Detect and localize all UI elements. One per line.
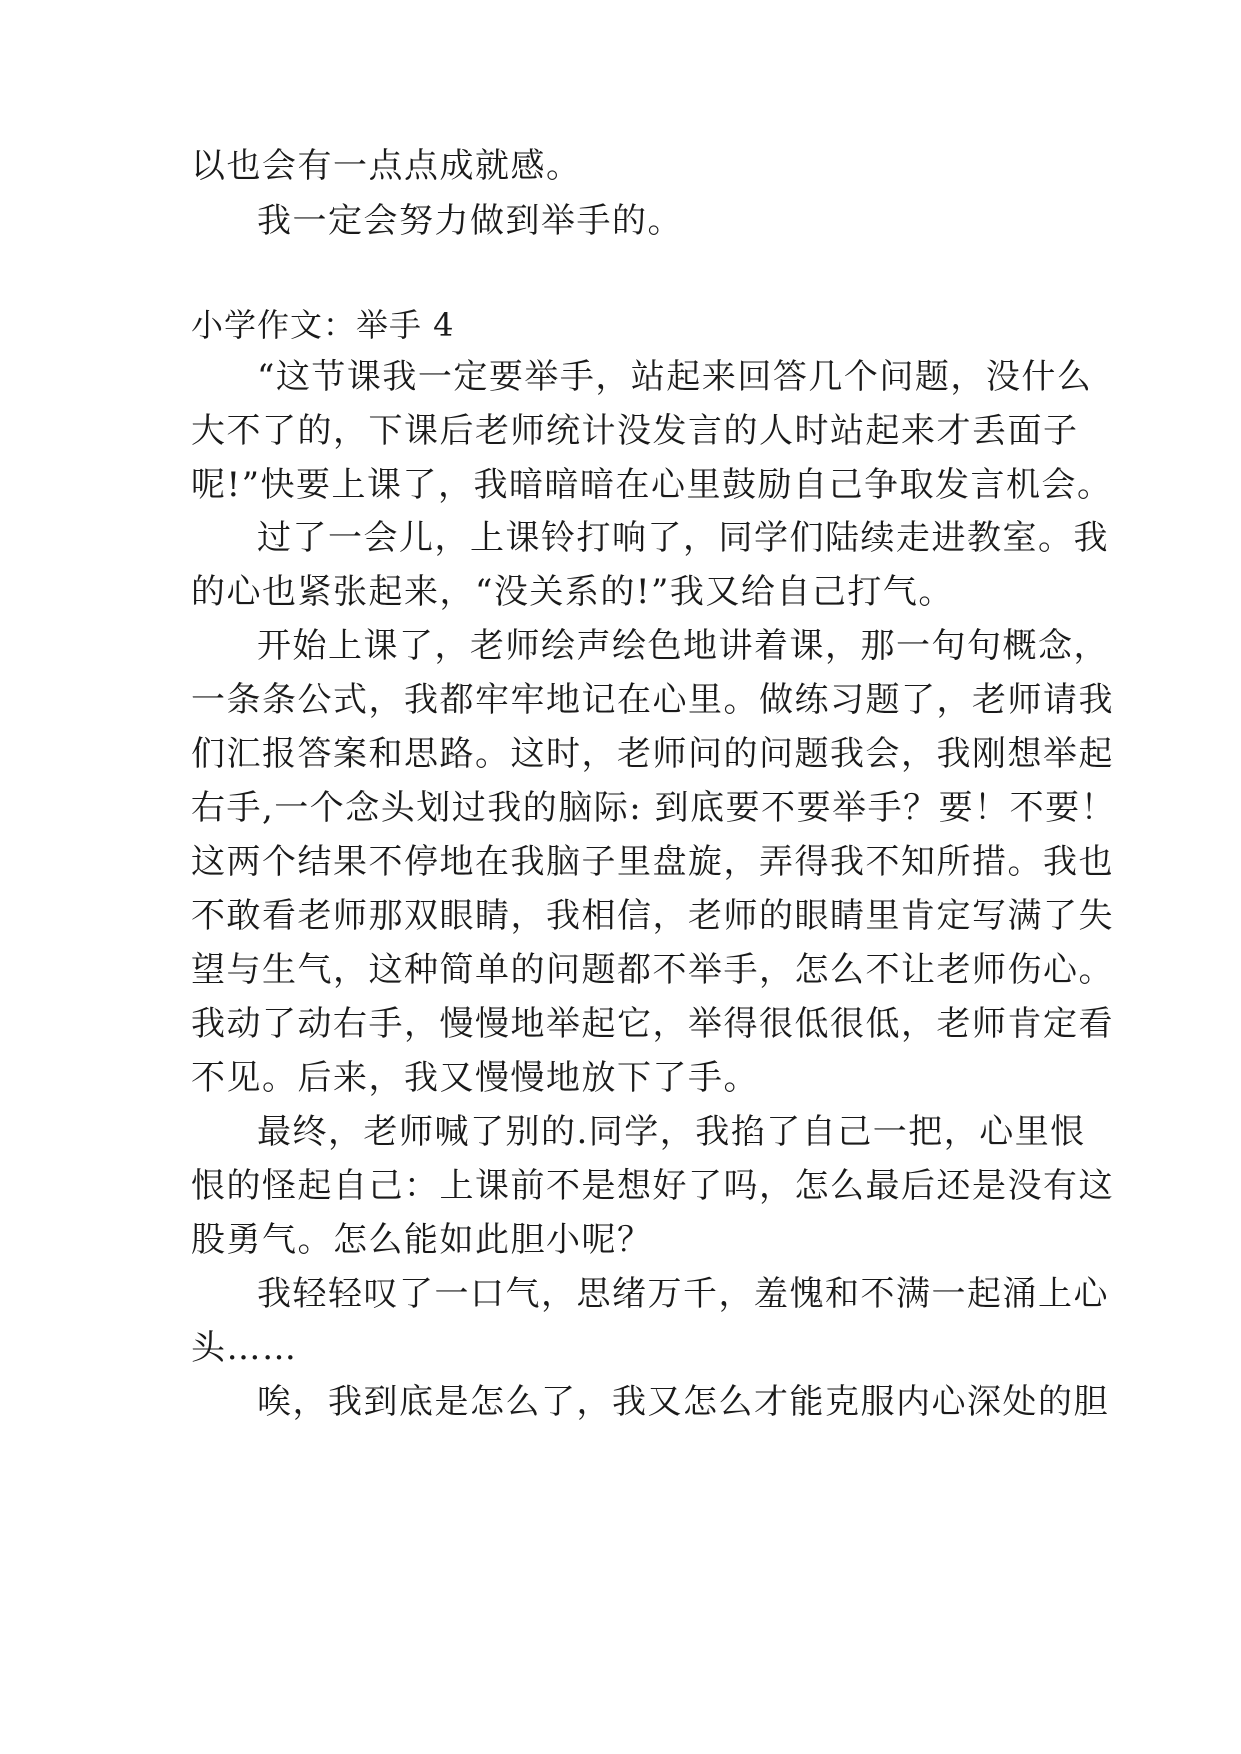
- paragraph-line: 们汇报答案和思路。这时，老师问的问题我会，我刚想举起: [191, 734, 1114, 774]
- paragraph-line: 的心也紧张起来，“没关系的!”我又给自己打气。: [191, 572, 954, 612]
- paragraph-line: 不见。后来，我又慢慢地放下了手。: [191, 1058, 759, 1098]
- essay-heading: 小学作文：举手 4: [191, 306, 455, 344]
- paragraph-line: 我一定会努力做到举手的。: [257, 201, 683, 241]
- paragraph-line: 唉，我到底是怎么了，我又怎么才能克服内心深处的胆: [257, 1382, 1109, 1422]
- paragraph-line: 一条条公式，我都牢牢地记在心里。做练习题了，老师请我: [191, 680, 1114, 720]
- paragraph-line: 呢!”快要上课了，我暗暗暗在心里鼓励自己争取发言机会。: [191, 465, 1113, 505]
- paragraph-line: 头……: [191, 1328, 298, 1368]
- paragraph-line: 我动了动右手，慢慢地举起它，举得很低很低，老师肯定看: [191, 1004, 1114, 1044]
- paragraph-line: 这两个结果不停地在我脑子里盘旋，弄得我不知所措。我也: [191, 842, 1114, 882]
- paragraph-line: 我轻轻叹了一口气，思绪万千，羞愧和不满一起涌上心: [257, 1274, 1109, 1314]
- paragraph-line: 大不了的，下课后老师统计没发言的人时站起来才丢面子: [191, 411, 1079, 451]
- paragraph-line: 最终，老师喊了别的.同学，我掐了自己一把，心里恨: [257, 1112, 1086, 1152]
- paragraph-line: “这节课我一定要举手，站起来回答几个问题，没什么: [257, 357, 1093, 397]
- paragraph-line: 不敢看老师那双眼睛，我相信，老师的眼睛里肯定写满了失: [191, 896, 1114, 936]
- paragraph-line: 恨的怪起自己：上课前不是想好了吗，怎么最后还是没有这: [191, 1166, 1114, 1206]
- paragraph-line: 右手,一个念头划过我的脑际: 到底要不要举手？要！不要！: [191, 788, 1117, 828]
- paragraph-line: 望与生气，这种简单的问题都不举手，怎么不让老师伤心。: [191, 950, 1114, 990]
- paragraph-line: 以也会有一点点成就感。: [191, 146, 582, 186]
- paragraph-line: 开始上课了，老师绘声绘色地讲着课，那一句句概念，: [257, 626, 1109, 666]
- paragraph-line: 股勇气。怎么能如此胆小呢？: [191, 1220, 653, 1260]
- paragraph-line: 过了一会儿，上课铃打响了，同学们陆续走进教室。我: [257, 518, 1109, 558]
